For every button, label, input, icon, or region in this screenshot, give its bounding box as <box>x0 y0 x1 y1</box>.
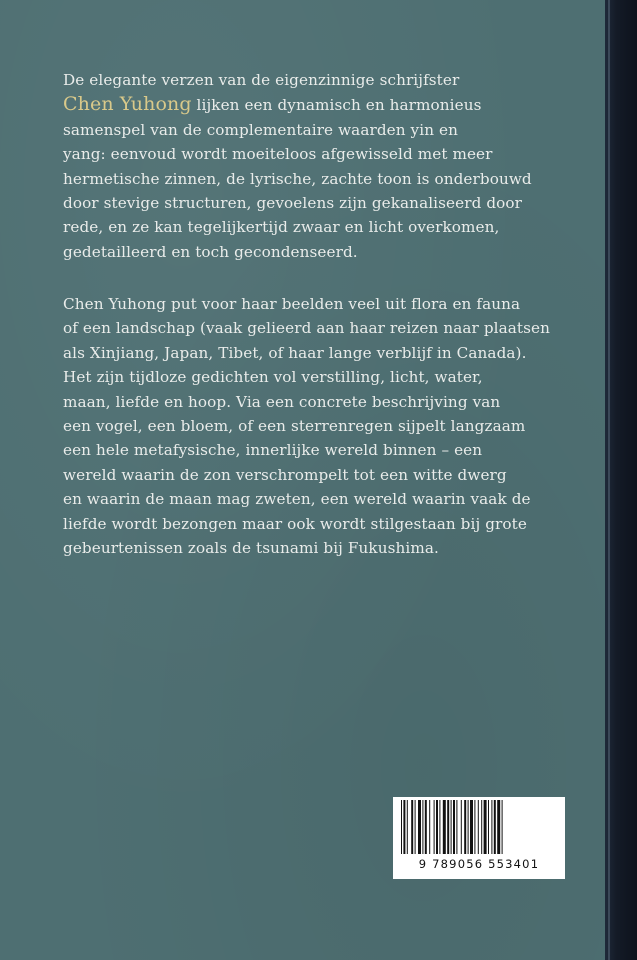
barcode-bar <box>484 800 487 854</box>
barcode-label <box>393 797 565 879</box>
book-spine-edge <box>605 0 637 960</box>
blurb-line: of een landschap (vaak gelieerd aan haar reizen naar plaatsen <box>63 319 550 338</box>
barcode-bars <box>399 800 559 856</box>
barcode-bar <box>425 800 427 854</box>
barcode-bar <box>456 800 457 854</box>
barcode-bar <box>447 800 449 854</box>
barcode-bar <box>468 800 469 854</box>
isbn-number: 9 789056 553401 <box>418 857 540 871</box>
barcode-bar <box>461 800 462 854</box>
blurb-line: De elegante verzen van de eigenzinnige schrijfster <box>63 71 460 89</box>
blurb-line: een vogel, een bloem, of een sterrenregen sijpelt langzaam <box>63 417 526 436</box>
barcode-bar <box>491 800 492 854</box>
barcode-bar <box>464 800 466 854</box>
barcode-bar <box>481 800 482 854</box>
blurb-line: rede, en ze kan tegelijkertijd zwaar en licht overkomen, <box>63 218 500 237</box>
barcode-bar <box>443 800 446 854</box>
barcode-bar <box>407 800 408 854</box>
barcode-bar <box>434 800 435 854</box>
blurb-line: wereld waarin de zon verschrompelt tot een witte dwerg <box>63 465 507 484</box>
blurb-line: en waarin de maan mag zweten, een wereld waarin vaak de <box>63 490 531 509</box>
barcode-bar <box>415 800 416 854</box>
barcode-bar <box>494 800 496 854</box>
barcode-bar <box>497 800 500 854</box>
barcode-bar <box>451 800 452 854</box>
blurb-line: als Xinjiang, Japan, Tibet, of haar lange verblijf in Canada). <box>63 343 527 362</box>
barcode-bar <box>403 800 405 854</box>
barcode-bar <box>429 800 430 854</box>
blurb-paragraph-2 <box>63 292 583 560</box>
blurb-line: een hele metafysische, innerlijke wereld binnen – een <box>63 441 483 460</box>
blurb-line <box>63 92 583 117</box>
blurb-line: hermetische zinnen, de lyrische, zachte toon is onderbouwd <box>63 169 532 188</box>
blurb-line: gebeurtenissen zoals de tsunami bij Fukushima. <box>63 539 439 558</box>
barcode-bar <box>502 800 503 854</box>
barcode-bar <box>470 800 473 854</box>
spine-highlight <box>608 0 610 960</box>
blurb-line: maan, liefde en hoop. Via een concrete beschrijving van <box>63 392 501 411</box>
author-name: Chen Yuhong <box>63 93 192 116</box>
barcode-bar <box>401 800 402 854</box>
blurb-paragraph-1 <box>63 68 583 264</box>
barcode-bar <box>488 800 489 854</box>
blurb-line: Het zijn tijdloze gedichten vol verstilling, licht, water, <box>63 368 483 387</box>
blurb-line: Chen Yuhong put voor haar beelden veel uit flora en fauna <box>63 295 521 313</box>
barcode-bar <box>418 800 421 854</box>
barcode-bar <box>422 800 423 854</box>
blurb-line-text: lijken een dynamisch en harmonieus <box>191 96 482 115</box>
barcode-bar <box>411 800 413 854</box>
blurb-line: gedetailleerd en toch gecondenseerd. <box>63 242 358 261</box>
barcode-bar <box>436 800 438 854</box>
barcode-bar <box>474 800 475 854</box>
barcode-bar <box>439 800 440 854</box>
blurb-line: door stevige structuren, gevoelens zijn gekanaliseerd door <box>63 194 522 213</box>
blurb-line: samenspel van de complementaire waarden yin en <box>63 120 458 139</box>
barcode-bar <box>453 800 455 854</box>
barcode-bar <box>478 800 479 854</box>
blurb-line: liefde wordt bezongen maar ook wordt stilgestaan bij grote <box>63 514 527 533</box>
blurb-line: yang: eenvoud wordt moeiteloos afgewisseld met meer <box>63 145 493 164</box>
